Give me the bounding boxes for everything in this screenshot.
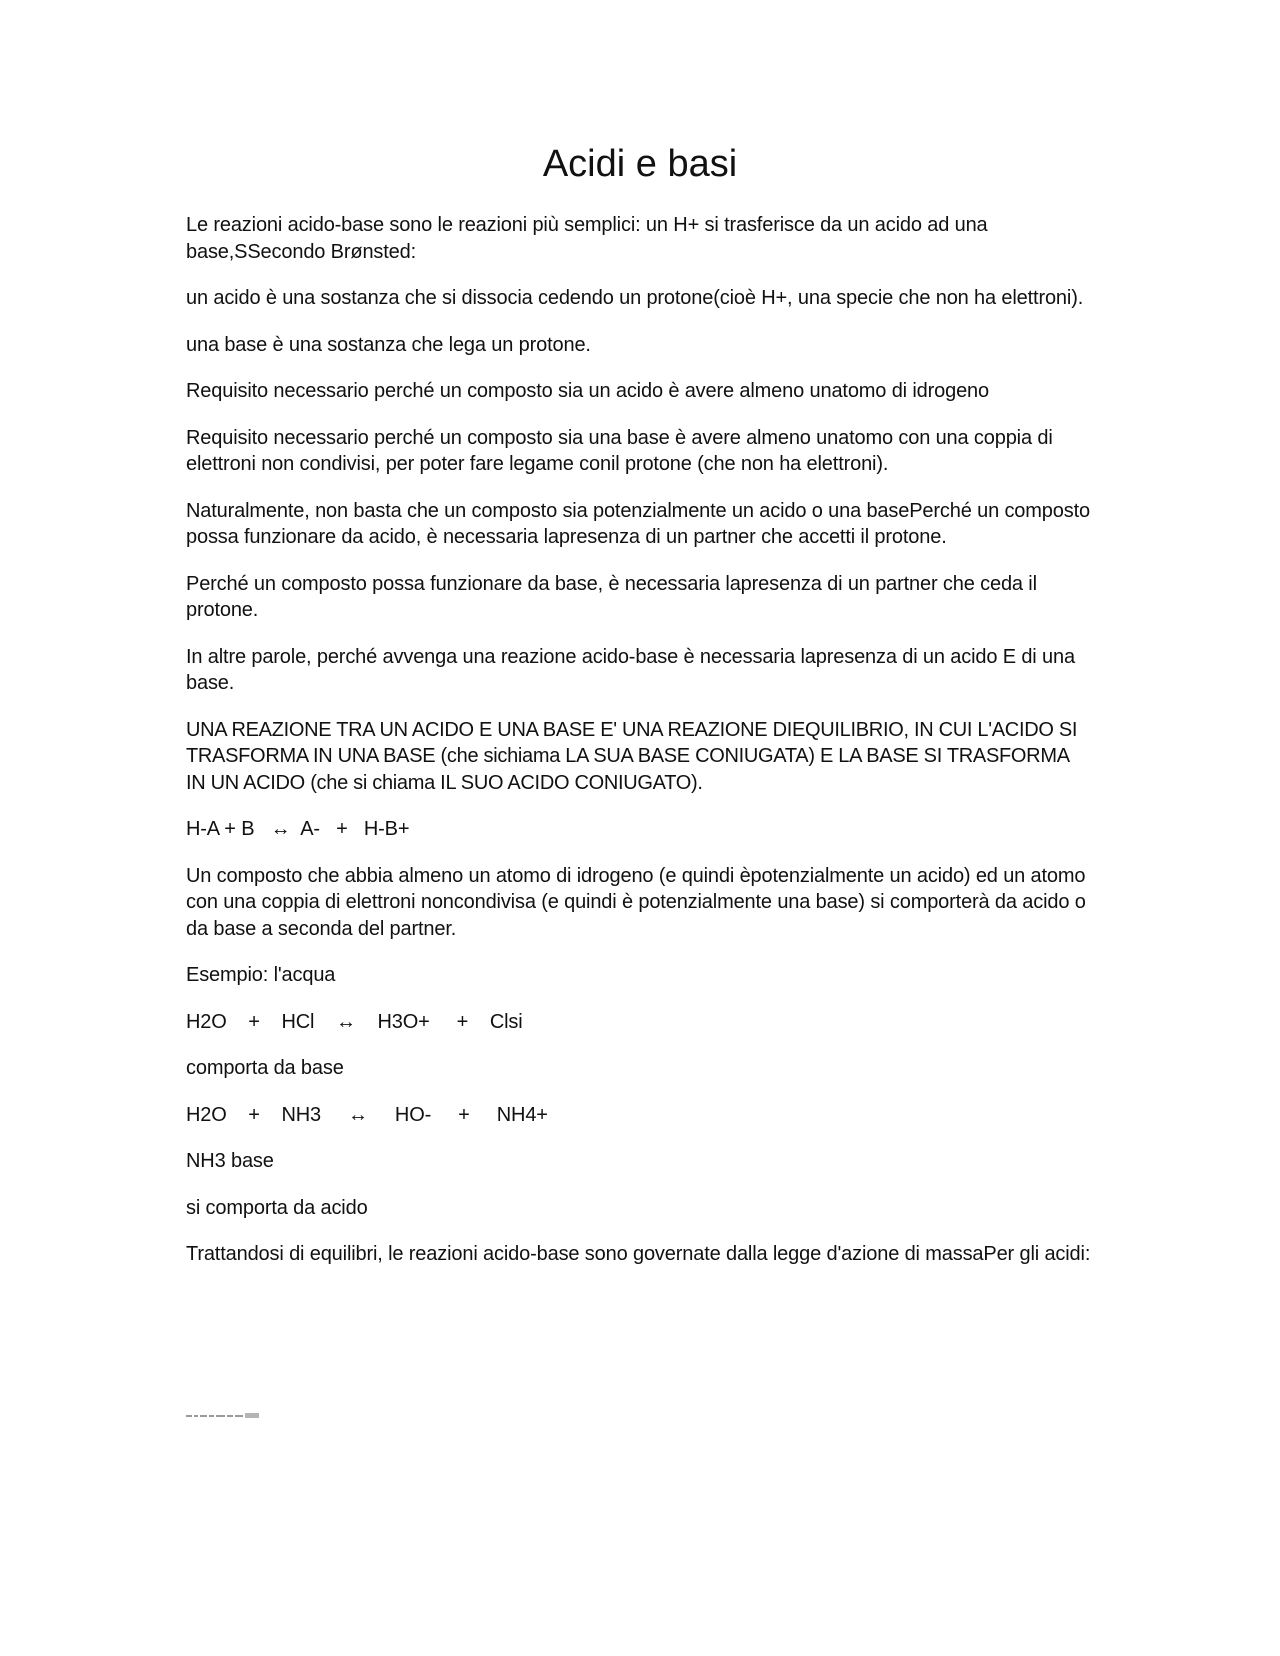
paragraph-base-requirement: Requisito necessario perché un composto sia una base è avere almeno unatomo con una coppia di elettroni non condivisi, per poter fare legame conil protone (che non ha elettroni). <box>186 426 1059 475</box>
paragraph-example-water: Esempio: l'acqua <box>186 964 336 986</box>
paragraph-intro: Le reazioni acido-base sono le reazioni più semplici: un H+ si trasferisce da un acido ad una base,SSecondo Brønsted: <box>186 214 993 263</box>
paragraph-partner-acid: Naturalmente, non basta che un composto sia potenzialmente un acido o una basePerché un composto possa funzionare da acido, è necessaria lapresenza di un partner che accetti il protone. <box>186 499 1096 548</box>
equation-water-nh3: H2O + NH3 ↔ HO- + NH4+ <box>186 1103 548 1126</box>
paragraph-acid-definition: un acido è una sostanza che si dissocia cedendo un protone(cioè H+, una specie che non ha elettroni). <box>186 287 1084 309</box>
paragraph-in-other-words: In altre parole, perché avvenga una reazione acido-base è necessaria lapresenza di un acido E di una base. <box>186 645 1081 694</box>
paragraph-amphoteric: Un composto che abbia almeno un atomo di idrogeno (e quindi èpotenzialmente un acido) ed un atomo con una coppia di elettroni noncondivisa (e quindi è potenzialmente una base) si comporterà da acido o da base a seconda del partner. <box>186 864 1092 940</box>
embedded-formula-image <box>186 1412 260 1420</box>
document-title: Acidi e basi <box>542 143 738 185</box>
paragraph-partner-base: Perché un composto possa funzionare da base, è necessaria lapresenza di un partner che ceda il protone. <box>186 572 1043 621</box>
equation-general: H-A + B ↔ A- + H-B+ <box>186 818 410 840</box>
equation-water-hcl: H2O + HCl ↔ H3O+ + Clsi <box>186 1010 523 1033</box>
document-body <box>186 212 1096 1288</box>
paragraph-nh3-base: NH3 base <box>186 1150 274 1172</box>
paragraph-mass-action: Trattandosi di equilibri, le reazioni acido-base sono governate dalla legge d'azione di massaPer gli acidi: <box>186 1243 1091 1265</box>
paragraph-behaves-as-base: comporta da base <box>186 1057 344 1079</box>
paragraph-equilibrium-caps: UNA REAZIONE TRA UN ACIDO E UNA BASE E' UNA REAZIONE DIEQUILIBRIO, IN CUI L'ACIDO SI TRASFORMA IN UNA BASE (che sichiama LA SUA BASE CONIUGATA) E LA BASE SI TRASFORMA IN UN ACIDO (che si chiama IL SUO ACIDO CONIUGATO). <box>186 718 1083 794</box>
paragraph-base-definition: una base è una sostanza che lega un protone. <box>186 333 591 356</box>
paragraph-acid-requirement: Requisito necessario perché un composto sia un acido è avere almeno unatomo di idrogeno <box>186 380 990 402</box>
paragraph-behaves-as-acid: si comporta da acido <box>186 1196 368 1219</box>
